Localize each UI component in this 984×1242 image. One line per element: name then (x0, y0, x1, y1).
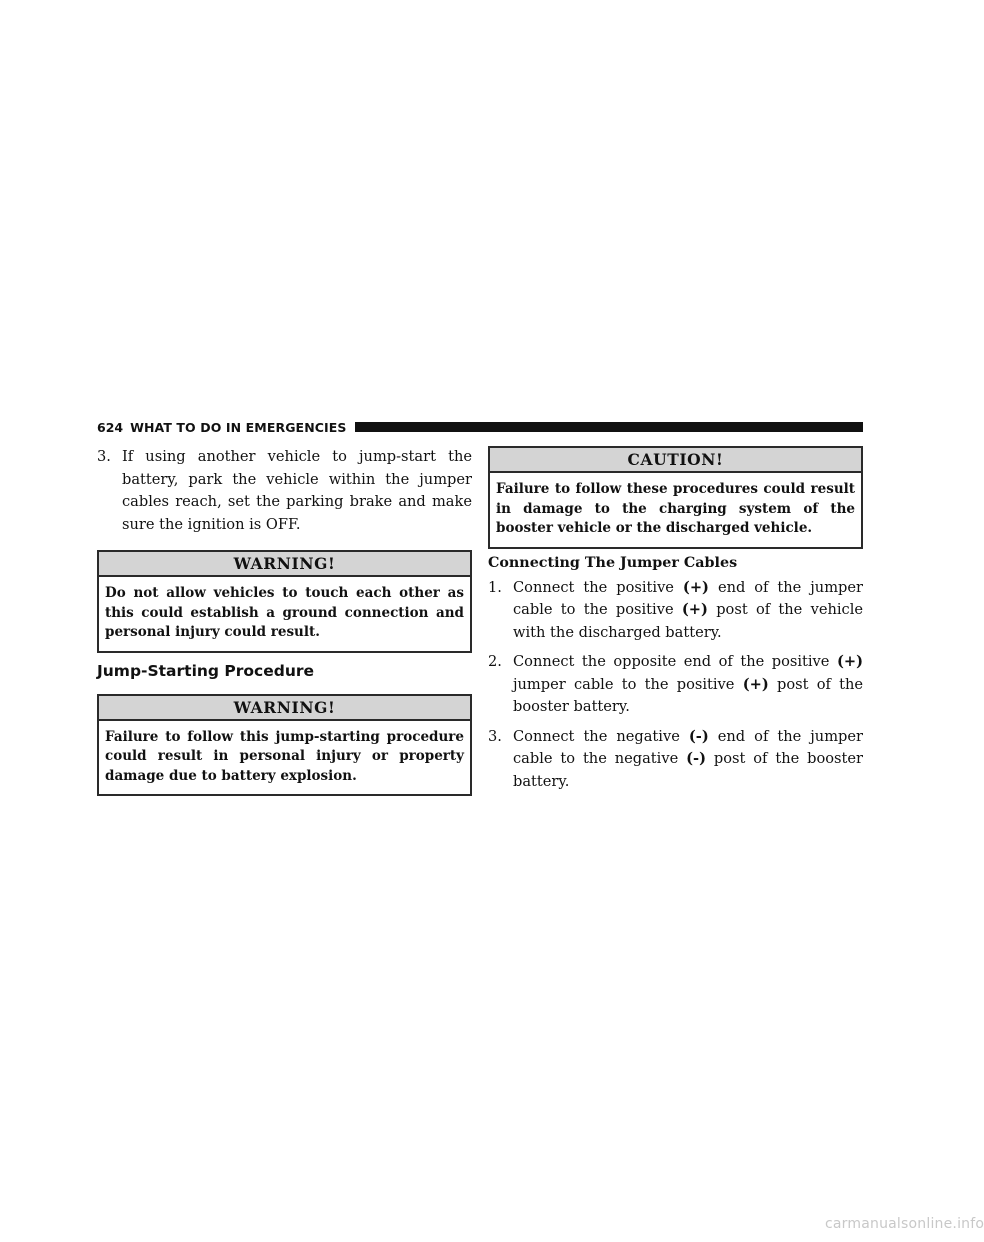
header-rule (355, 422, 863, 432)
warning-box (97, 550, 472, 653)
connecting-heading: Connecting The Jumper Cables (488, 554, 738, 571)
procedure-heading: Jump-Starting Procedure (97, 661, 315, 680)
step-item: 3. Connect the negative (-) end of the jumper cable to the negative (-) post of the booster battery. (488, 727, 864, 790)
watermark: carmanualsonline.info (825, 1216, 984, 1232)
caution-text: Failure to follow these procedures could result in damage to the charging system of the booster vehicle or the discharged vehicle. (496, 481, 855, 536)
step-item: 3. If using another vehicle to jump-start the battery, park the vehicle within the jumper cables reach, set the parking brake and make sure the ignition is OFF. (97, 448, 472, 533)
caution-box (488, 446, 863, 549)
right-column (488, 446, 863, 800)
warning-text: Failure to follow this jump-starting procedure could result in personal injury or property damage due to battery explosion. (105, 728, 464, 784)
warning-text: Do not allow vehicles to touch each other as this could establish a ground connection and personal injury could result. (105, 585, 464, 640)
page-header (97, 417, 863, 437)
page-number: 624 (97, 419, 124, 435)
warning-title: WARNING! (99, 552, 470, 577)
step-item: 2. Connect the opposite end of the positive (+) jumper cable to the positive (+) post of the booster battery. (488, 653, 864, 715)
section-title: WHAT TO DO IN EMERGENCIES (130, 419, 347, 435)
caution-title: CAUTION! (490, 448, 861, 473)
step-item: 1. Connect the positive (+) end of the jumper cable to the positive (+) post of the vehicle with the discharged battery. (488, 578, 864, 641)
warning-box (97, 694, 472, 797)
warning-title: WARNING! (99, 696, 470, 721)
left-column (97, 446, 472, 796)
